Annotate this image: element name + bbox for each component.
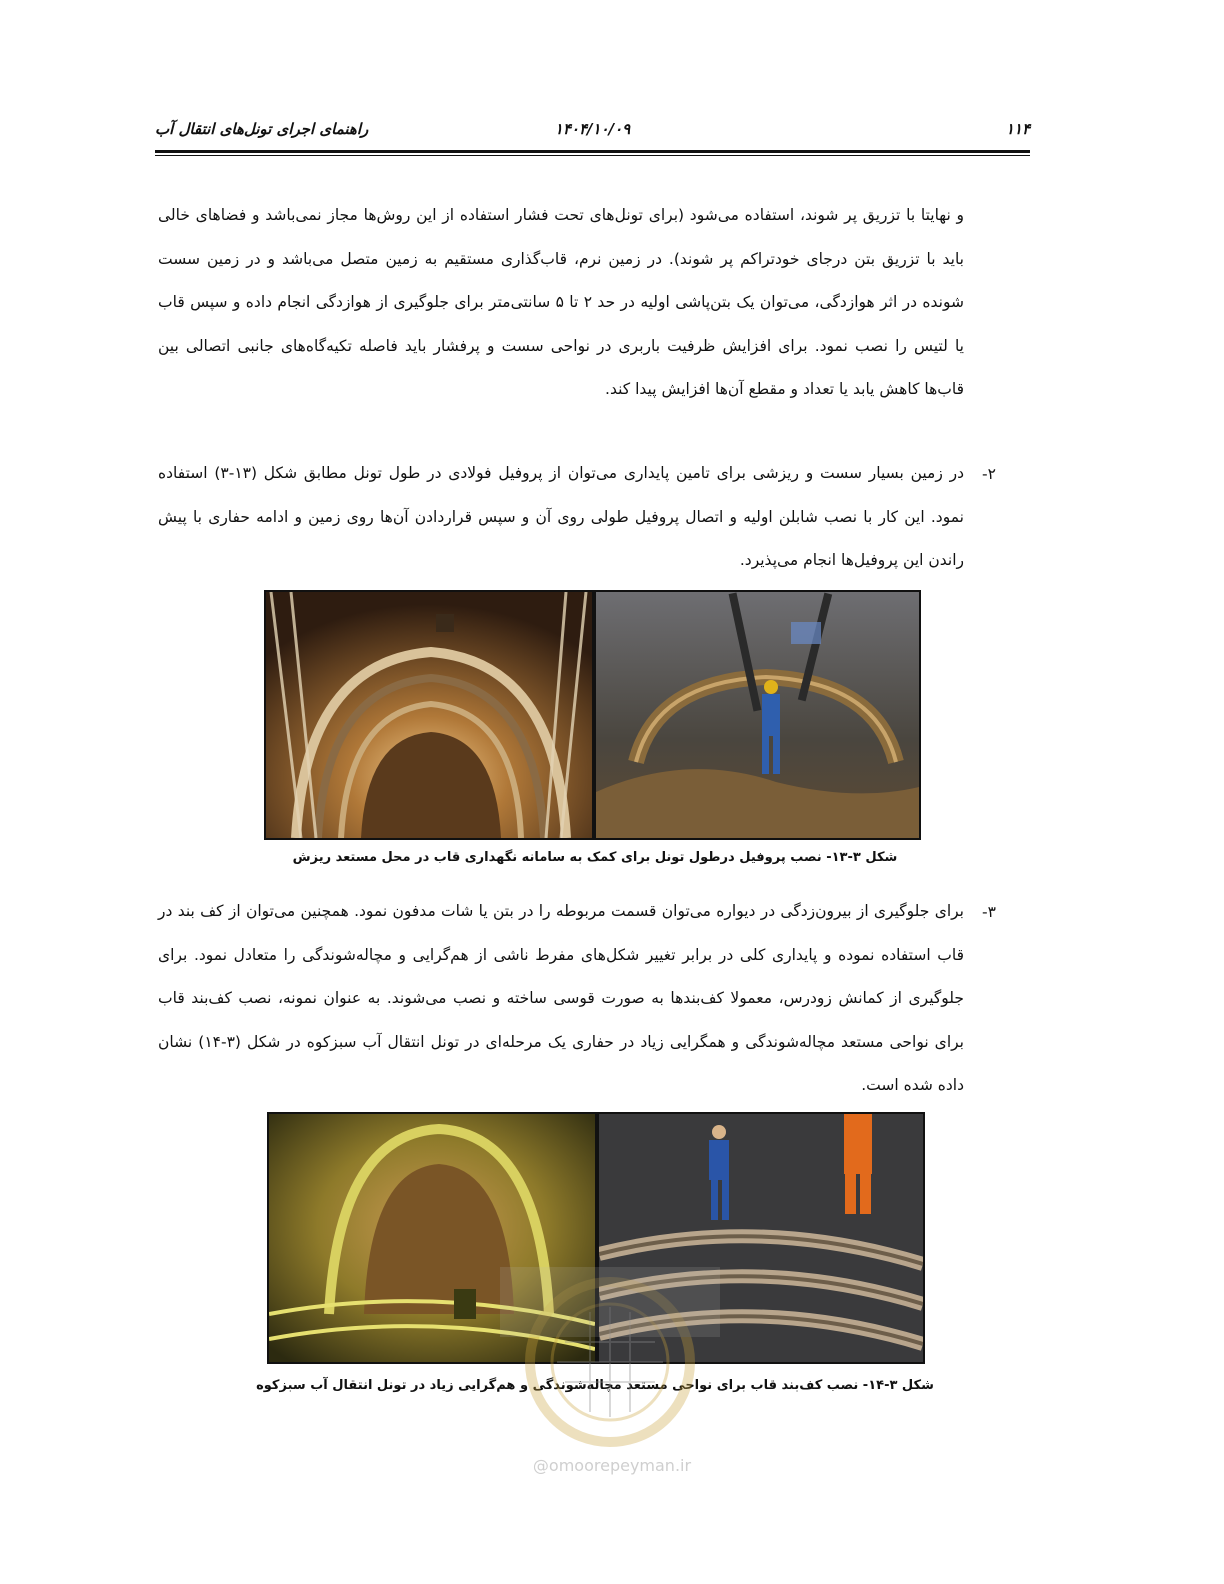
header-rule-thick (155, 150, 1030, 153)
header-date: ۱۴۰۴/۱۰/۰۹ (554, 120, 631, 138)
page-number: ۱۱۴ (1005, 120, 1030, 138)
paragraph-1: و نهایتا با تزریق پر شوند، استفاده می‌شود (برای تونل‌های تحت فشار استفاده از این روش‌ها مجاز نمی‌باشد و فضاهای خالی باید با تزریق بتن درجای خودتراکم پر شوند). در زمین نرم، قاب‌گذاری مستقیم به زمین متصل می‌باشد و در زمین سست شونده در اثر هوازدگی، می‌توان یک بتن‌پاشی اولیه در حد ۲ تا ۵ سانتی‌متر برای جلوگیری از هوازدگی انجام داده و سپس قاب یا لتیس را نصب نمود. برای افزایش ظرفیت باربری در نواحی سست و پرفشار باید فاصله تکیه‌گاه‌های جانبی اتصالی بین قاب‌ها کاهش یابد یا تعداد و مقطع آن‌ها افزایش پیدا کند. (158, 206, 964, 398)
page-header (155, 118, 1030, 144)
document-title: راهنمای اجرای تونل‌های انتقال آب (155, 120, 369, 138)
figure-14-caption: شکل ۳-۱۴- نصب کف‌بند قاب برای نواحی مستعد مچاله‌شوندگی و هم‌گرایی زیاد در تونل انتقال آب سبزکوه (256, 1378, 934, 1393)
watermark-logo (495, 1262, 725, 1452)
list-item-3: برای جلوگیری از بیرون‌زدگی در دیواره می‌توان قسمت مربوطه را در بتن یا شات مدفون نمود. همچنین می‌توان از کف بند در قاب استفاده نموده و پایداری کلی در برابر تغییر شکل‌های مفرط ناشی از هم‌گرایی و مچاله‌شوندگی را متعادل نمود. برای جلوگیری از کمانش زودرس، معمولا کف‌بندها به صورت قوسی ساخته و نصب می‌شوند. به عنوان نمونه، نصب کف‌بند قاب برای نواحی مستعد مچاله‌شوندگی و همگرایی زیاد در حفاری یک مرحله‌ای در تونل انتقال آب سبزکوه در شکل (۳-۱۴) نشان داده شده است. (158, 902, 964, 1094)
figure-13-right-photo (594, 590, 921, 840)
list-number-3: ۳- (982, 903, 996, 921)
list-item-2: در زمین بسیار سست و ریزشی برای تامین پایداری می‌توان از پروفیل فولادی در طول تونل مطابق شکل (۱۳-۳) استفاده نمود. این کار با نصب شابلن اولیه و اتصال پروفیل طولی روی آن و سپس قراردادن آن‌ها روی زمین و ادامه حفاری با پیش راندن این پروفیل‌ها انجام می‌پذیرد. (158, 464, 964, 569)
list-number-2: ۲- (982, 465, 996, 483)
figure-13-left-photo (264, 590, 594, 840)
figure-13-caption: شکل ۳-۱۳- نصب پروفیل درطول تونل برای کمک به سامانه نگهداری قاب در محل مستعد ریزش (292, 850, 898, 865)
header-rule-thin (155, 155, 1030, 156)
watermark-url: @omoorepeyman.ir (532, 1456, 692, 1475)
